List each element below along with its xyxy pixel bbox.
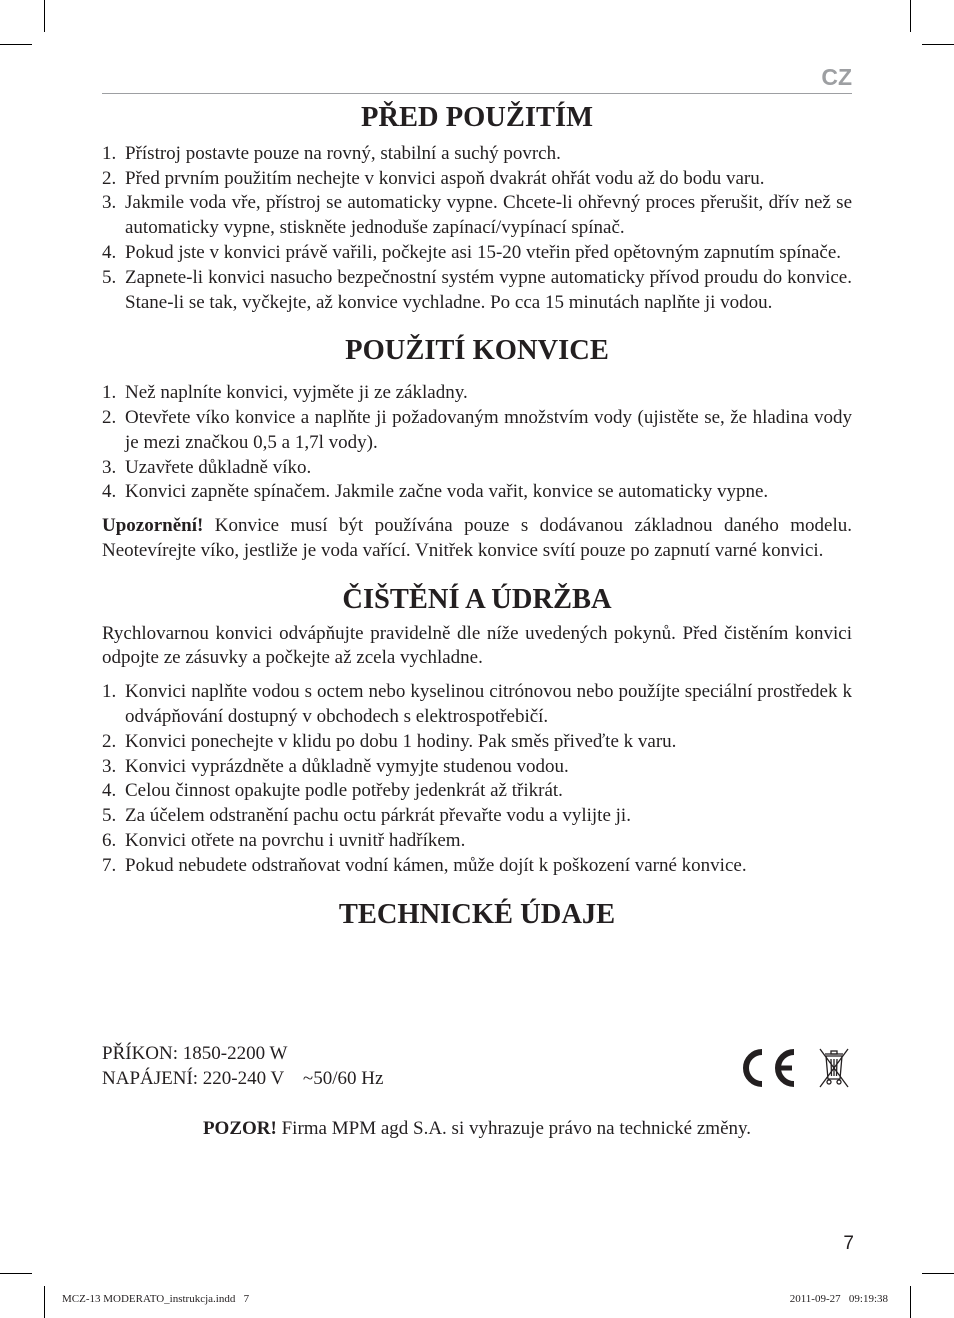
- power-rating: PŘÍKON: 1850-2200 W: [102, 1043, 288, 1064]
- list-number: 1.: [102, 681, 117, 703]
- list-item: [102, 142, 852, 167]
- document-body: [102, 102, 852, 930]
- list-text: Za účelem odstranění pachu octu párkrát převařte vodu a vylijte ji.: [125, 805, 631, 827]
- page-number: 7: [843, 1233, 854, 1254]
- list-item: [102, 456, 852, 481]
- list-item: [102, 755, 852, 780]
- section-heading-before-use: PŘED POUŽITÍM: [361, 102, 593, 133]
- list-text: Konvici otřete na povrchu i uvnitř hadříkem.: [125, 829, 466, 851]
- list-text: Konvici ponechejte v klidu po dobu 1 hodiny. Pak směs přiveďte k varu.: [125, 730, 677, 752]
- list-item: [102, 167, 852, 192]
- header-rule: [102, 93, 852, 94]
- list-number: 6.: [102, 829, 117, 851]
- crop-mark: [44, 0, 45, 32]
- power-supply: NAPÁJENÍ: 220-240 V ~50/60 Hz: [102, 1067, 384, 1089]
- list-item: [102, 779, 852, 804]
- notice-text: Firma MPM agd S.A. si vyhrazuje právo na technické změny.: [276, 1118, 752, 1139]
- list-item: [102, 406, 852, 456]
- warning-text: Konvice musí být používána pouze s dodávanou základnou daného modelu. Neotevírejte víko, jestliže je voda vařící. Vnitřek konvice svítí pouze po zapnutí varné konvici.: [102, 515, 852, 561]
- list-item: [102, 730, 852, 755]
- list-number: 1.: [102, 142, 117, 164]
- list-number: 4.: [102, 241, 117, 263]
- cleaning-intro: Rychlovarnou konvici odvápňujte pravidelně dle níže uvedených pokynů. Před čistěním konvici odpojte ze zásuvky a počkejte až zcela vychladne.: [102, 622, 852, 669]
- list-text: Konvici naplňte vodou s octem nebo kyselinou citrónovou nebo použíjte speciální prostředek k odvápňování dostupný v obchodech s elektrospotřebičí.: [125, 681, 852, 727]
- list-text: Konvici vyprázdněte a důkladně vymyjte studenou vodou.: [125, 755, 569, 777]
- crop-mark: [910, 1286, 911, 1318]
- section-heading-kettle-use: POUŽITÍ KONVICE: [345, 335, 609, 367]
- list-number: 2.: [102, 730, 117, 752]
- list-text: Celou činnost opakujte podle potřeby jedenkrát až třikrát.: [125, 780, 563, 802]
- list-number: 4.: [102, 780, 117, 802]
- list-number: 2.: [102, 167, 117, 189]
- crop-mark: [0, 44, 32, 45]
- list-text: Zapnete-li konvici nasucho bezpečnostní systém vypne automaticky přívod proudu do konvice. Stane-li se tak, vyčkejte, až konvice vychladne. Po cca 15 minutách naplňte ji vodou.: [125, 266, 852, 313]
- list-text: Pokud nebudete odstraňovat vodní kámen, může dojít k poškození varné konvice.: [125, 854, 747, 876]
- crop-mark: [910, 0, 911, 32]
- list-item: [102, 829, 852, 854]
- list-text: Před prvním použitím nechejte v konvici aspoň dvakrát ohřát vodu až do bodu varu.: [125, 167, 765, 189]
- crop-mark: [44, 1286, 45, 1318]
- list-number: 7.: [102, 854, 117, 876]
- notice-line: [102, 1117, 852, 1142]
- list-item: [102, 266, 852, 316]
- list-number: 3.: [102, 192, 117, 214]
- list-number: 5.: [102, 805, 117, 827]
- list-item: [102, 191, 852, 241]
- cleaning-list: [102, 680, 852, 878]
- list-number: 2.: [102, 406, 117, 428]
- list-item: [102, 480, 852, 505]
- list-item: [102, 680, 852, 730]
- list-text: Pokud jste v konvici právě vařili, počkejte asi 15-20 vteřin před opětovným zapnutím spínače.: [125, 241, 842, 263]
- crop-mark: [0, 1273, 32, 1274]
- warning-label: Upozornění!: [102, 515, 204, 537]
- list-item: [102, 804, 852, 829]
- list-text: Než naplníte konvici, vyjměte ji ze základny.: [125, 382, 468, 404]
- list-item: [102, 854, 852, 879]
- kettle-use-list: [102, 381, 852, 505]
- list-item: [102, 381, 852, 406]
- list-text: Konvici zapněte spínačem. Jakmile začne voda vařit, konvice se automaticky vypne.: [125, 481, 769, 503]
- warning-paragraph: [102, 514, 852, 564]
- list-text: Přístroj postavte pouze na rovný, stabilní a suchý povrch.: [125, 142, 561, 164]
- language-code: CZ: [821, 64, 852, 90]
- weee-crossed-bin-icon: [820, 1049, 848, 1087]
- list-text: Jakmile voda vře, přístroj se automaticky vypne. Chcete-li ohřevný proces přerušit, dřív než se automaticky vypne, stiskněte jednoduše zapínací/vypínací spínač.: [125, 192, 852, 239]
- footer-timestamp: 2011-09-27 09:19:38: [789, 1293, 888, 1305]
- footer-file-name: MCZ-13 MODERATO_instrukcja.indd 7: [62, 1293, 250, 1305]
- list-text: Otevřete víko konvice a naplňte ji požadovaným množstvím vody (ujistěte se, že hladina vody je mezi značkou 0,5 a 1,7l vody).: [125, 406, 852, 453]
- crop-mark: [922, 1273, 954, 1274]
- ce-mark-icon: [746, 1052, 794, 1084]
- section-heading-cleaning: ČIŠTĚNÍ A ÚDRŽBA: [342, 583, 612, 615]
- list-text: Uzavřete důkladně víko.: [125, 456, 312, 478]
- list-number: 5.: [102, 266, 117, 288]
- crop-mark: [922, 44, 954, 45]
- certification-marks: [736, 1046, 851, 1090]
- before-use-list: [102, 142, 852, 316]
- technical-specs: [102, 1042, 383, 1092]
- list-number: 1.: [102, 382, 117, 404]
- list-number: 4.: [102, 481, 117, 503]
- section-heading-technical-data: TECHNICKÉ ÚDAJE: [338, 898, 616, 930]
- notice-label: POZOR!: [202, 1118, 277, 1139]
- list-item: [102, 241, 852, 266]
- list-number: 3.: [102, 456, 117, 478]
- list-number: 3.: [102, 755, 117, 777]
